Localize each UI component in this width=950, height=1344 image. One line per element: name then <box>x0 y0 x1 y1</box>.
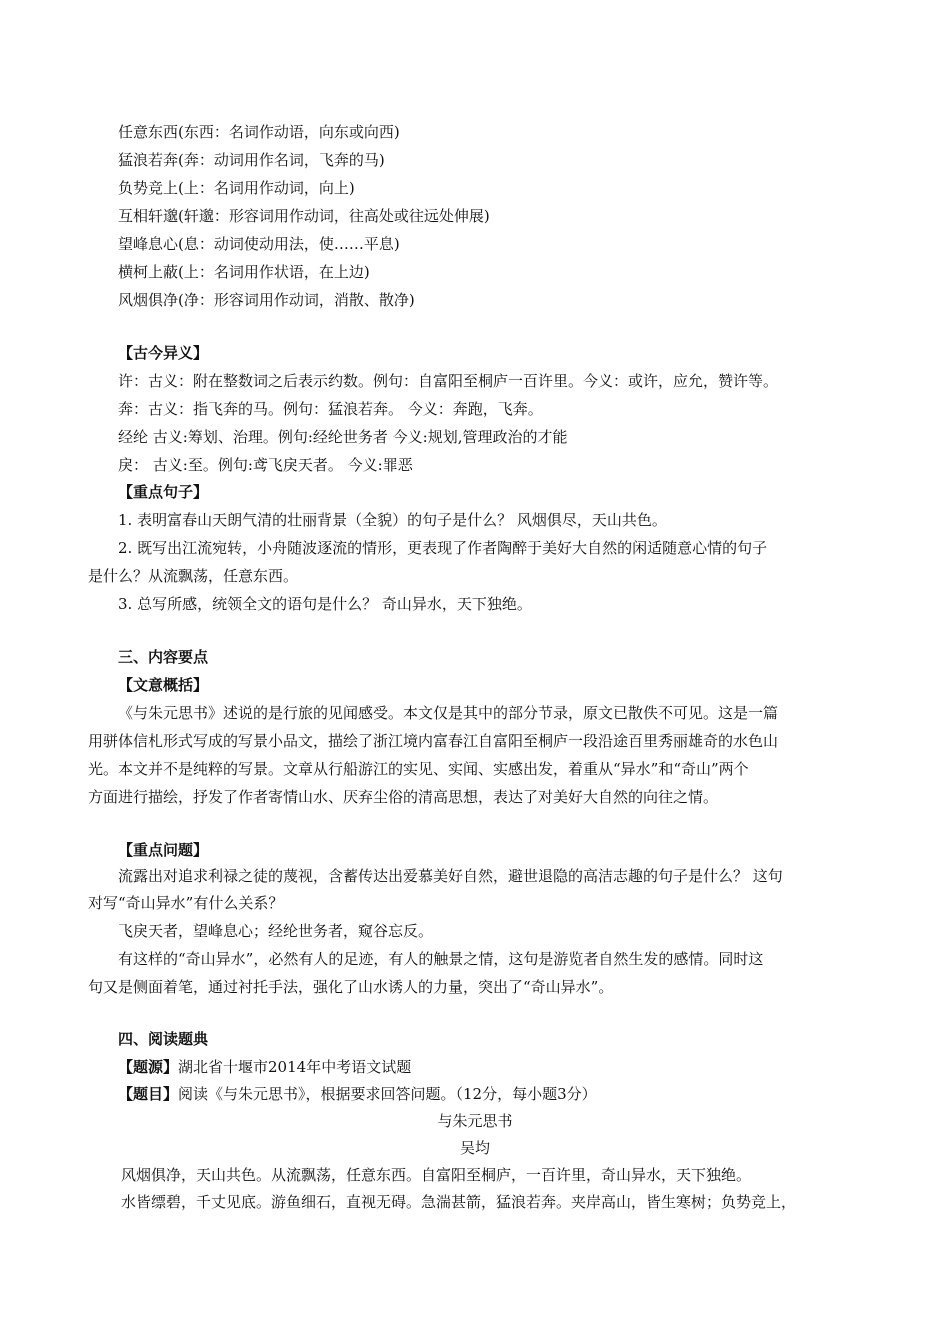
ancient-modern-item: 戾： 古义:至。例句:鸢飞戾天者。 今义:罪恶 <box>118 456 413 474</box>
usage-line: 互相轩邈(轩邈：形容词用作动词，往高处或往远处伸展) <box>118 207 490 225</box>
summary-line: 光。本文并不是纯粹的写景。文章从行船游江的实见、实闻、实感出发，着重从“异水”和“奇山”两个 <box>88 760 749 778</box>
question-line: 飞戾天者，望峰息心；经纶世务者，窥谷忘反。 <box>118 922 434 940</box>
key-sentence-line: 3. 总写所感，统领全文的语句是什么？ 奇山异水，天下独绝。 <box>118 595 532 613</box>
key-sentences-heading: 【重点句子】 <box>118 483 209 501</box>
ancient-modern-item: 经纶 古义:筹划、治理。例句:经纶世务者 今义:规划,管理政治的才能 <box>118 428 568 446</box>
usage-line: 横柯上蔽(上：名词用作状语，在上边) <box>118 263 370 281</box>
question-heading: 【重点问题】 <box>118 841 209 859</box>
usage-line: 猛浪若奔(奔：动词用作名词，飞奔的马) <box>118 151 385 169</box>
text-line: 风烟俱净，天山共色。从流飘荡，任意东西。自富阳至桐庐，一百许里，奇山异水，天下独绝。 <box>121 1166 752 1184</box>
question-prompt-line <box>118 1084 597 1104</box>
summary-line: 方面进行描绘，抒发了作者寄情山水、厌弃尘俗的清高思想，表达了对美好大自然的向往之情。 <box>88 788 719 806</box>
summary-line: 用骈体信札形式写成的写景小品文，描绘了浙江境内富春江自富阳至桐庐一段沿途百里秀丽雄奇的水色山 <box>88 732 779 750</box>
section-title: 四、阅读题典 <box>118 1030 209 1048</box>
usage-line: 任意东西(东西：名词作动语，向东或向西) <box>118 123 400 141</box>
ancient-modern-item: 许：古义：附在整数词之后表示约数。例句：自富阳至桐庐一百许里。今义：或许，应允，赞许等。 <box>118 372 779 390</box>
usage-line: 望峰息心(息：动词使动用法，使……平息) <box>118 235 400 253</box>
usage-line: 风烟俱净(净：形容词用作动词，消散、散净) <box>118 291 415 309</box>
source-line <box>118 1057 411 1077</box>
usage-line: 负势竞上(上：名词用作动词，向上) <box>118 179 355 197</box>
text-author: 吴均 <box>459 1139 490 1157</box>
ancient-modern-item: 奔：古义：指飞奔的马。例句：猛浪若奔。 今义：奔跑，飞奔。 <box>118 400 543 418</box>
ancient-modern-heading: 【古今异义】 <box>118 344 209 362</box>
text-line: 水皆缥碧，千丈见底。游鱼细石，直视无碍。急湍甚箭，猛浪若奔。夹岸高山，皆生寒树；负势竞上， <box>121 1193 797 1211</box>
question-line: 句又是侧面着笔，通过衬托手法，强化了山水诱人的力量，突出了“奇山异水”。 <box>88 978 614 996</box>
question-line: 流露出对追求利禄之徒的蔑视，含蓄传达出爱慕美好自然，避世退隐的高洁志趣的句子是什么？ 这句 <box>118 867 783 885</box>
text-title: 与朱元思书 <box>437 1112 513 1130</box>
source-label: 【题源】 <box>118 1058 179 1076</box>
key-sentence-line: 是什么？从流飘荡，任意东西。 <box>88 567 299 585</box>
summary-heading: 【文意概括】 <box>118 676 209 694</box>
section-title: 三、内容要点 <box>118 648 209 666</box>
key-sentence-line: 2. 既写出江流宛转，小舟随波逐流的情形，更表现了作者陶醉于美好大自然的闲适随意心情的句子 <box>118 539 768 557</box>
question-label: 【题目】 <box>118 1085 179 1103</box>
source-text: 湖北省十堰市2014年中考语文试题 <box>178 1058 412 1076</box>
question-text: 阅读《与朱元思书》，根据要求回答问题。（12分，每小题3分） <box>178 1085 597 1103</box>
question-line: 有这样的“奇山异水”，必然有人的足迹，有人的触景之情，这句是游览者自然生发的感情。同时这 <box>118 950 764 968</box>
summary-line: 《与朱元思书》述说的是行旅的见闻感受。本文仅是其中的部分节录，原文已散佚不可见。这是一篇 <box>118 704 779 722</box>
question-line: 对写“奇山异水”有什么关系？ <box>88 894 284 912</box>
key-sentence-line: 1. 表明富春山天朗气清的壮丽背景（全貌）的句子是什么？ 风烟俱尽，天山共色。 <box>118 511 667 529</box>
